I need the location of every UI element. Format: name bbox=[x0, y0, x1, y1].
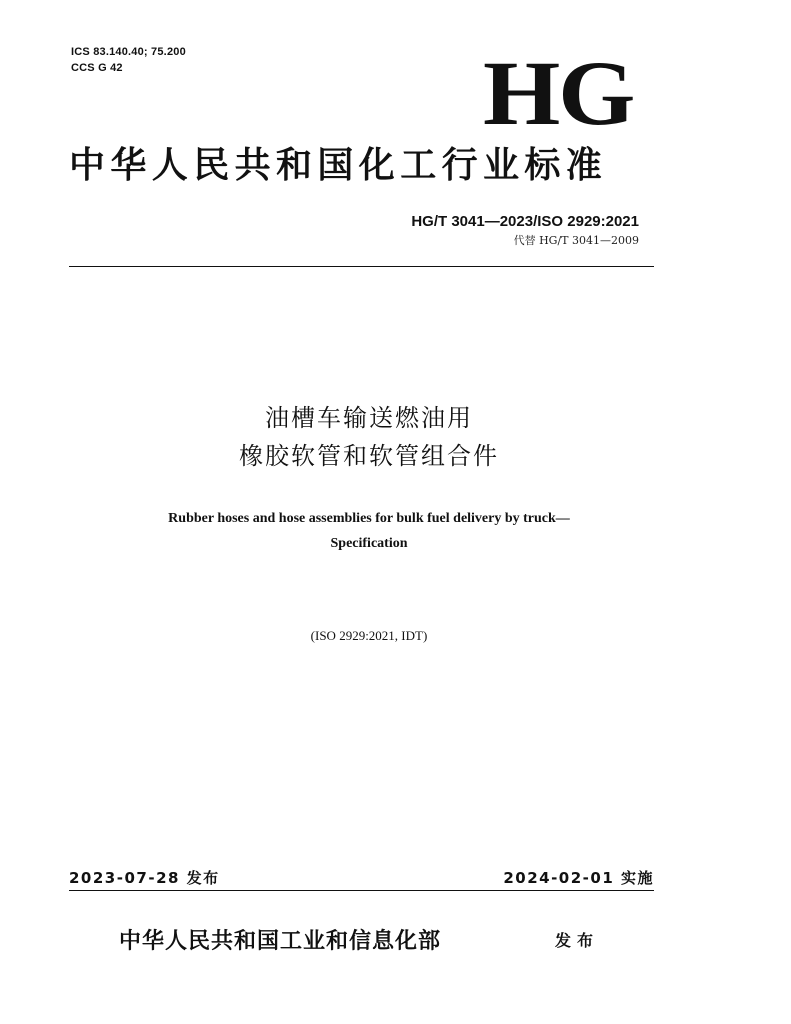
chinese-title-line-2: 橡胶软管和软管组合件 bbox=[239, 442, 499, 470]
top-divider bbox=[69, 266, 654, 267]
ics-code: ICS 83.140.40; 75.200 bbox=[71, 46, 186, 58]
standard-number: HG/T 3041—2023/ISO 2929:2021 bbox=[411, 213, 639, 230]
english-title-line-1: Rubber hoses and hose assemblies for bulk fuel delivery by truck— bbox=[168, 511, 570, 526]
chinese-title-line-1: 油槽车输送燃油用 bbox=[265, 404, 473, 432]
replaces-standard: 代替 HG/T 3041—2009 bbox=[513, 234, 639, 247]
publish-label: 发布 bbox=[555, 931, 600, 950]
publisher-name: 中华人民共和国工业和信息化部 bbox=[119, 928, 442, 954]
bottom-divider bbox=[69, 890, 654, 891]
iso-reference: (ISO 2929:2021, IDT) bbox=[310, 628, 428, 643]
ccs-code: CCS G 42 bbox=[71, 62, 123, 74]
implementation-date: 2024-02-01 实施 bbox=[503, 869, 654, 887]
classification-codes bbox=[71, 44, 186, 76]
english-title-line-2: Specification bbox=[330, 536, 408, 551]
hg-logo: HG bbox=[483, 42, 634, 144]
issue-date: 2023-07-28 发布 bbox=[69, 869, 220, 887]
english-title bbox=[0, 506, 738, 556]
standard-type-heading: 中华人民共和国化工行业标准 bbox=[69, 145, 608, 186]
chinese-title bbox=[0, 399, 738, 475]
